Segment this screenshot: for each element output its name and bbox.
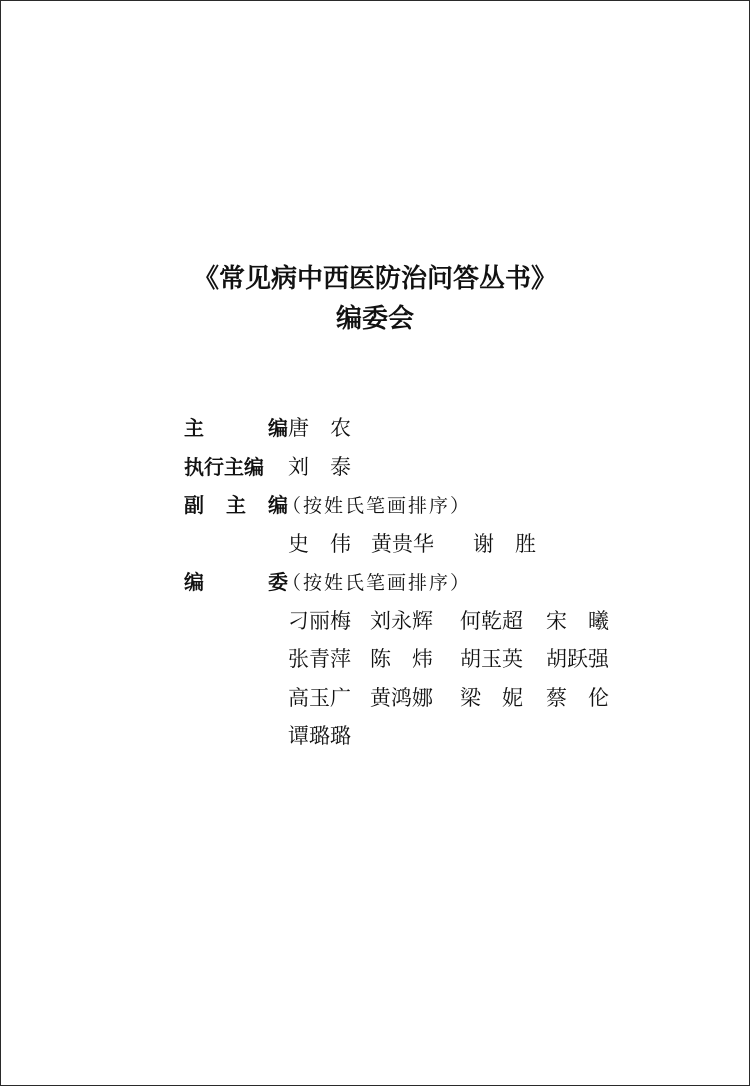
- members-names-row: [184, 640, 704, 679]
- series-title: 《常见病中西医防治问答丛书》: [192, 264, 557, 294]
- person-name: 宋 曦: [546, 608, 609, 633]
- person-name: 谭璐璐: [288, 724, 351, 748]
- person-name: 黄鸿娜: [370, 685, 433, 710]
- executive-editor-role: 执行主编: [184, 454, 264, 479]
- person-name: 胡玉英: [460, 647, 523, 671]
- person-name: 胡跃强: [546, 647, 609, 671]
- member-names: [288, 640, 628, 678]
- deputy-editor-names: [288, 525, 536, 563]
- role-char: 编: [268, 416, 288, 440]
- executive-editor-row: [184, 448, 704, 487]
- role-char: 委: [268, 570, 288, 594]
- person-name: 高玉广: [288, 685, 351, 710]
- person-name: 刘永辉: [370, 608, 433, 633]
- role-char: 编: [184, 570, 204, 594]
- sort-note: （按姓氏笔画排序）: [282, 572, 472, 594]
- members-row: [184, 563, 704, 602]
- deputy-editor-row: [184, 486, 704, 525]
- name-char: 刘: [288, 454, 309, 479]
- name-char: 农: [330, 416, 351, 440]
- spacer: [453, 525, 473, 563]
- members-names-row: [184, 717, 704, 756]
- spacer: [351, 525, 371, 563]
- chief-editor-row: [184, 409, 704, 448]
- members-role: [184, 563, 288, 601]
- member-names: [288, 602, 628, 640]
- executive-editor-names: [288, 448, 351, 486]
- chief-editor-names: [288, 409, 351, 447]
- person-name: [288, 448, 351, 486]
- chief-editor-role: [184, 409, 288, 447]
- deputy-editor-role: [184, 486, 288, 524]
- person-name: 梁 妮: [460, 685, 523, 710]
- sort-note: （按姓氏笔画排序）: [282, 495, 472, 517]
- committee-title: 编委会: [335, 304, 414, 334]
- person-name: 陈 炜: [370, 647, 433, 671]
- members-names-row: [184, 679, 704, 718]
- person-name: 蔡 伦: [546, 685, 609, 710]
- role-char: 主: [184, 416, 204, 440]
- name-char: 伟: [330, 531, 351, 556]
- role-char: 编: [268, 493, 288, 517]
- person-name: 刁丽梅: [288, 608, 351, 633]
- name-char: 唐: [288, 416, 309, 440]
- role-char: 主: [226, 493, 246, 517]
- name-char: 胜: [515, 531, 536, 556]
- deputy-editor-names-row: [184, 525, 704, 564]
- title-block: [1, 259, 749, 339]
- member-names: [288, 717, 370, 755]
- person-name: [288, 409, 351, 447]
- name-char: 泰: [330, 454, 351, 479]
- editorial-roster: [184, 409, 704, 756]
- name-char: 史: [288, 531, 309, 556]
- member-names: [288, 679, 628, 717]
- role-char: 副: [184, 493, 204, 517]
- person-name: 张青萍: [288, 647, 351, 671]
- person-name: [288, 525, 351, 563]
- person-name: 黄贵华: [371, 531, 434, 556]
- members-names-row: [184, 602, 704, 641]
- person-name: 何乾超: [460, 608, 523, 633]
- name-char: 谢: [473, 531, 494, 556]
- person-name: [473, 525, 536, 563]
